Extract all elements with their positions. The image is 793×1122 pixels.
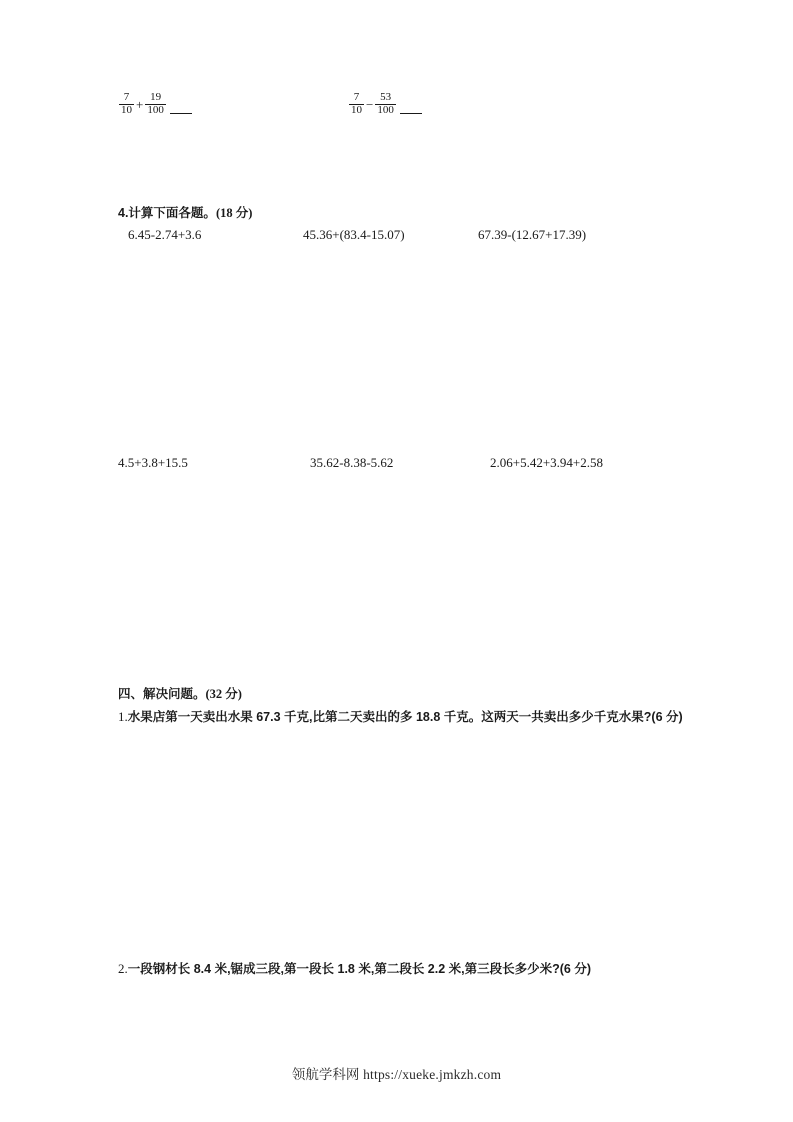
fraction-denominator: 100 [377, 103, 394, 116]
calc-section-score: (18 分) [215, 206, 253, 220]
word-problem-number: 1. [118, 709, 128, 724]
fraction-exercise-1 [118, 92, 192, 116]
fraction-right [375, 92, 396, 116]
answer-blank[interactable] [170, 103, 192, 114]
fraction-exercise-2 [348, 92, 422, 116]
fraction-right [145, 92, 166, 116]
calc-problem: 4.5+3.8+15.5 [118, 455, 188, 470]
word-section-score: (32 分) [205, 687, 242, 701]
footer-watermark [0, 1063, 793, 1083]
word-section-heading [118, 684, 242, 702]
calc-section-heading [118, 203, 252, 221]
fraction-numerator: 7 [353, 91, 360, 103]
fraction-left [349, 92, 364, 116]
word-problem-2 [118, 958, 718, 980]
calc-problem: 45.36+(83.4-15.07) [303, 227, 405, 242]
fraction-operator: + [136, 97, 144, 113]
fraction-numerator: 19 [150, 91, 162, 103]
fraction-numerator: 53 [380, 91, 392, 103]
site-url: https://xueke.jmkzh.com [363, 1067, 502, 1082]
calc-problem: 35.62-8.38-5.62 [310, 455, 394, 470]
calc-section-title: 4.计算下面各题。 [118, 206, 216, 220]
fraction-numerator: 7 [123, 91, 130, 103]
fraction-denominator: 10 [121, 103, 132, 116]
fraction-denominator: 100 [147, 103, 164, 116]
calc-problem: 6.45-2.74+3.6 [128, 227, 202, 242]
word-problem-text: 一段钢材长 8.4 米,锯成三段,第一段长 1.8 米,第二段长 2.2 米,第三段长多少米?(6 分) [127, 962, 591, 976]
fraction-left [119, 92, 134, 116]
word-problem-1 [118, 706, 684, 728]
word-problem-number: 2. [118, 961, 128, 976]
word-section-title: 四、解决问题。 [118, 687, 206, 701]
calc-problem: 67.39-(12.67+17.39) [478, 227, 587, 242]
answer-blank[interactable] [400, 103, 422, 114]
fraction-exercise-row [0, 92, 793, 138]
fraction-denominator: 10 [351, 103, 362, 116]
fraction-operator: − [366, 97, 374, 113]
word-problem-text: 水果店第一天卖出水果 67.3 千克,比第二天卖出的多 18.8 千克。这两天一共卖出多少千克水果?(6 分) [127, 710, 683, 724]
site-brand: 领航学科网 [291, 1067, 360, 1082]
calc-problem: 2.06+5.42+3.94+2.58 [490, 455, 603, 470]
